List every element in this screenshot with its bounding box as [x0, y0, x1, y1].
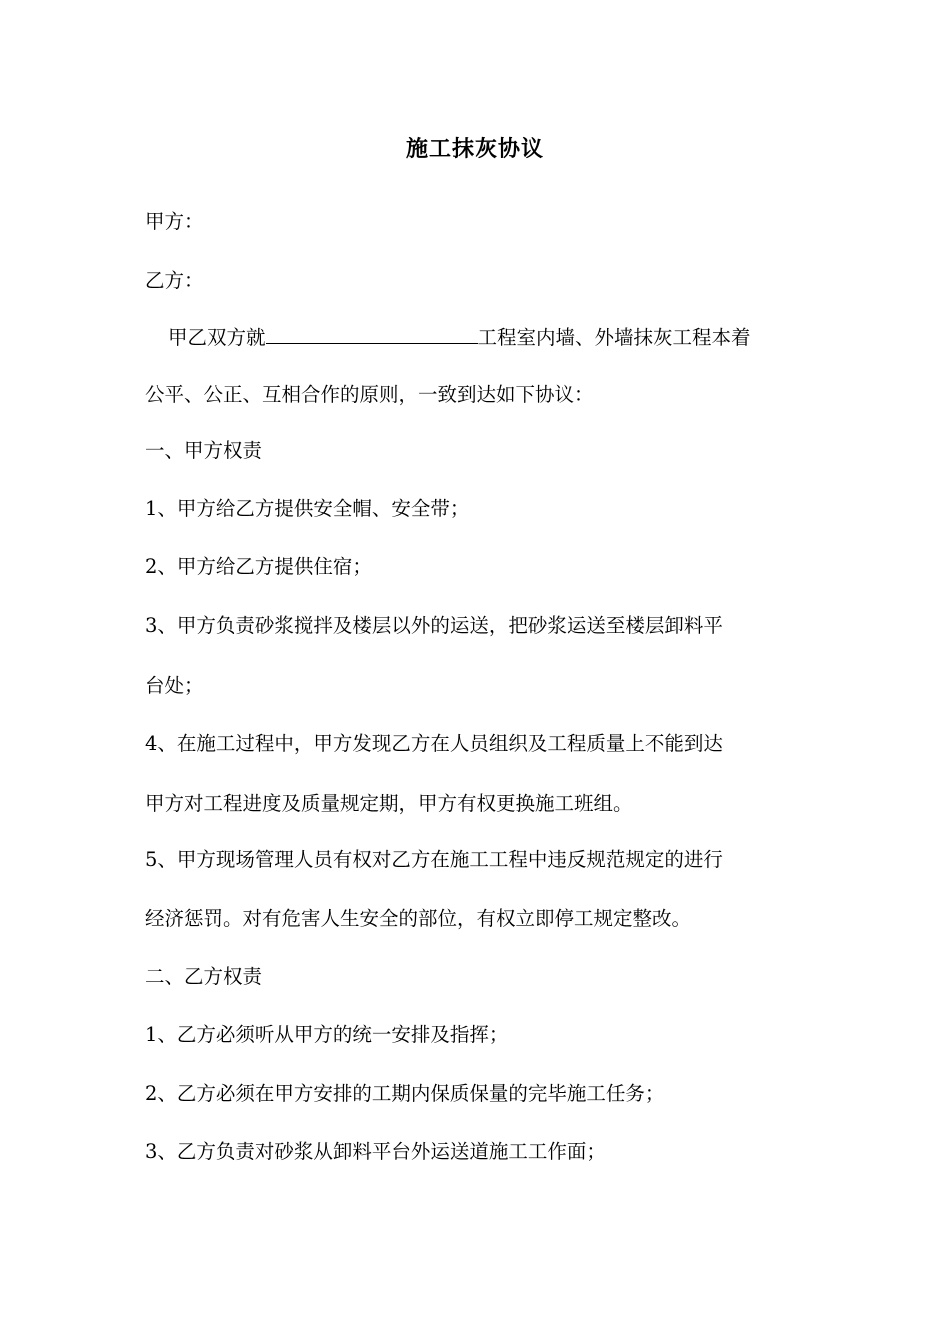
intro-before-blank: 甲乙双方就: [168, 326, 266, 349]
section-2-line: 2、乙方必须在甲方安排的工期内保质保量的完毕施工任务；: [145, 1082, 665, 1105]
project-name-blank: [266, 323, 478, 344]
section-1-line: 3、甲方负责砂浆搅拌及楼层以外的运送，把砂浆运送至楼层卸料平: [145, 614, 723, 637]
intro-paragraph-line: [168, 323, 751, 352]
section-1-line: 经济惩罚。对有危害人生安全的部位，有权立即停工规定整改。: [145, 907, 692, 930]
section-1-line: 5、甲方现场管理人员有权对乙方在施工工程中违反规范规定的进行: [145, 848, 723, 871]
section-1-line: 1、甲方给乙方提供安全帽、安全带；: [145, 497, 470, 520]
intro-after-blank: 工程室内墙、外墙抹灰工程本着: [477, 326, 751, 349]
party-b-label: 乙方：: [145, 269, 204, 292]
section-2-line: 1、乙方必须听从甲方的统一安排及指挥；: [145, 1023, 509, 1046]
intro-continuation: 公平、公正、互相合作的原则，一致到达如下协议：: [145, 383, 594, 406]
section-2-line: 3、乙方负责对砂浆从卸料平台外运送道施工工作面；: [145, 1140, 606, 1163]
section-1-line: 2、甲方给乙方提供住宿；: [145, 555, 372, 578]
section-1-line: 4、在施工过程中，甲方发现乙方在人员组织及工程质量上不能到达: [145, 732, 723, 755]
section-1-line: 甲方对工程进度及质量规定期，甲方有权更换施工班组。: [145, 792, 633, 815]
section-1-line: 台处；: [145, 674, 204, 697]
document-title: 施工抹灰协议: [405, 136, 544, 162]
section-2-heading: 二、乙方权责: [145, 965, 263, 988]
section-1-heading: 一、甲方权责: [145, 439, 263, 462]
party-a-label: 甲方：: [145, 210, 204, 233]
